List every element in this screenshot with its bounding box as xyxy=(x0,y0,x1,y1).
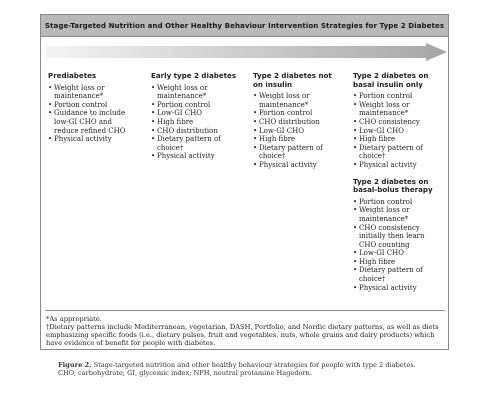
list-item: • Weight loss or maintenance* xyxy=(353,206,443,223)
list-item: • Weight loss or maintenance* xyxy=(48,84,134,101)
list-item: • High fibre xyxy=(253,135,339,144)
column-heading: Type 2 diabetes on basal-bolus therapy xyxy=(353,176,433,195)
footnote: †Dietary patterns include Mediterranean, vegetarian, DASH, Portfolio, and Nordic dietary patterns, as well as diets emphasizing specific foods (i.e., dietary pulses, fruit and vegetables, nuts, whole grains and dairy products) which have evidence of benefit for people with diabetes. xyxy=(46,323,439,348)
list-item: • CHO consistency initially then learn CHO counting xyxy=(353,224,443,250)
list-item: • High fibre xyxy=(151,118,237,127)
column-early-type2 xyxy=(151,72,237,161)
list-item: • CHO distribution xyxy=(253,118,339,127)
list-item: • Weight loss or maintenance* xyxy=(353,101,443,118)
column-prediabetes xyxy=(48,72,134,144)
divider xyxy=(45,310,445,311)
list-item: • Low-GI CHO xyxy=(151,109,237,118)
footnotes xyxy=(46,315,446,347)
strategy-table xyxy=(40,14,449,350)
caption-abbreviations: CHO, carbohydrate; GI, glycemic index; NPH, neutral protamine Hagedorn. xyxy=(58,369,312,378)
list-item: • Portion control xyxy=(353,198,443,207)
table-title: Stage-Targeted Nutrition and Other Healthy Behaviour Intervention Strategies for Type 2 Diabetes xyxy=(41,15,448,37)
list-item: • High fibre xyxy=(353,135,443,144)
progression-arrow xyxy=(46,43,447,61)
column-insulin xyxy=(353,72,443,292)
list-item: • Dietary pattern of choice† xyxy=(353,266,443,283)
list-item: • Low-GI CHO xyxy=(353,249,443,258)
list-item: • Portion control xyxy=(151,101,237,110)
column-heading: Prediabetes xyxy=(48,71,97,80)
list-item: • Dietary pattern of choice† xyxy=(353,144,443,161)
list-item: • Physical activity xyxy=(253,161,339,170)
list-item: • Dietary pattern of choice† xyxy=(253,144,339,161)
list-item: • Weight loss or maintenance* xyxy=(253,92,339,109)
column-heading: Type 2 diabetes not on insulin xyxy=(253,71,332,89)
list-item: • Physical activity xyxy=(48,135,134,144)
figure-caption xyxy=(58,361,438,378)
list-item: • Portion control xyxy=(253,109,339,118)
column-not-on-insulin xyxy=(253,72,339,170)
column-heading: Type 2 diabetes on basal insulin only xyxy=(353,71,429,89)
caption-label: Figure 2. xyxy=(58,361,92,369)
basal-bolus-section xyxy=(353,178,443,293)
column-heading: Early type 2 diabetes xyxy=(151,71,237,80)
list-item: • CHO distribution xyxy=(151,127,237,136)
list-item: • Low-GI CHO xyxy=(253,127,339,136)
list-item: • Portion control xyxy=(353,92,443,101)
list-item: • Low-GI CHO xyxy=(353,127,443,136)
caption-text: Stage-targeted nutrition and other healthy behaviour strategies for people with type 2 diabetes. xyxy=(93,361,416,369)
list-item: • High fibre xyxy=(353,258,443,267)
list-item: • Weight loss or maintenance* xyxy=(151,84,237,101)
list-item: • Guidance to include low-GI CHO and reduce refined CHO xyxy=(48,109,134,135)
list-item: • Physical activity xyxy=(353,284,443,293)
list-item: • Dietary pattern of choice† xyxy=(151,135,237,152)
list-item: • CHO consistency xyxy=(353,118,443,127)
list-item: • Portion control xyxy=(48,101,134,110)
footnote: *As appropriate. xyxy=(46,315,102,323)
list-item: • Physical activity xyxy=(151,152,237,161)
list-item: • Physical activity xyxy=(353,161,443,170)
